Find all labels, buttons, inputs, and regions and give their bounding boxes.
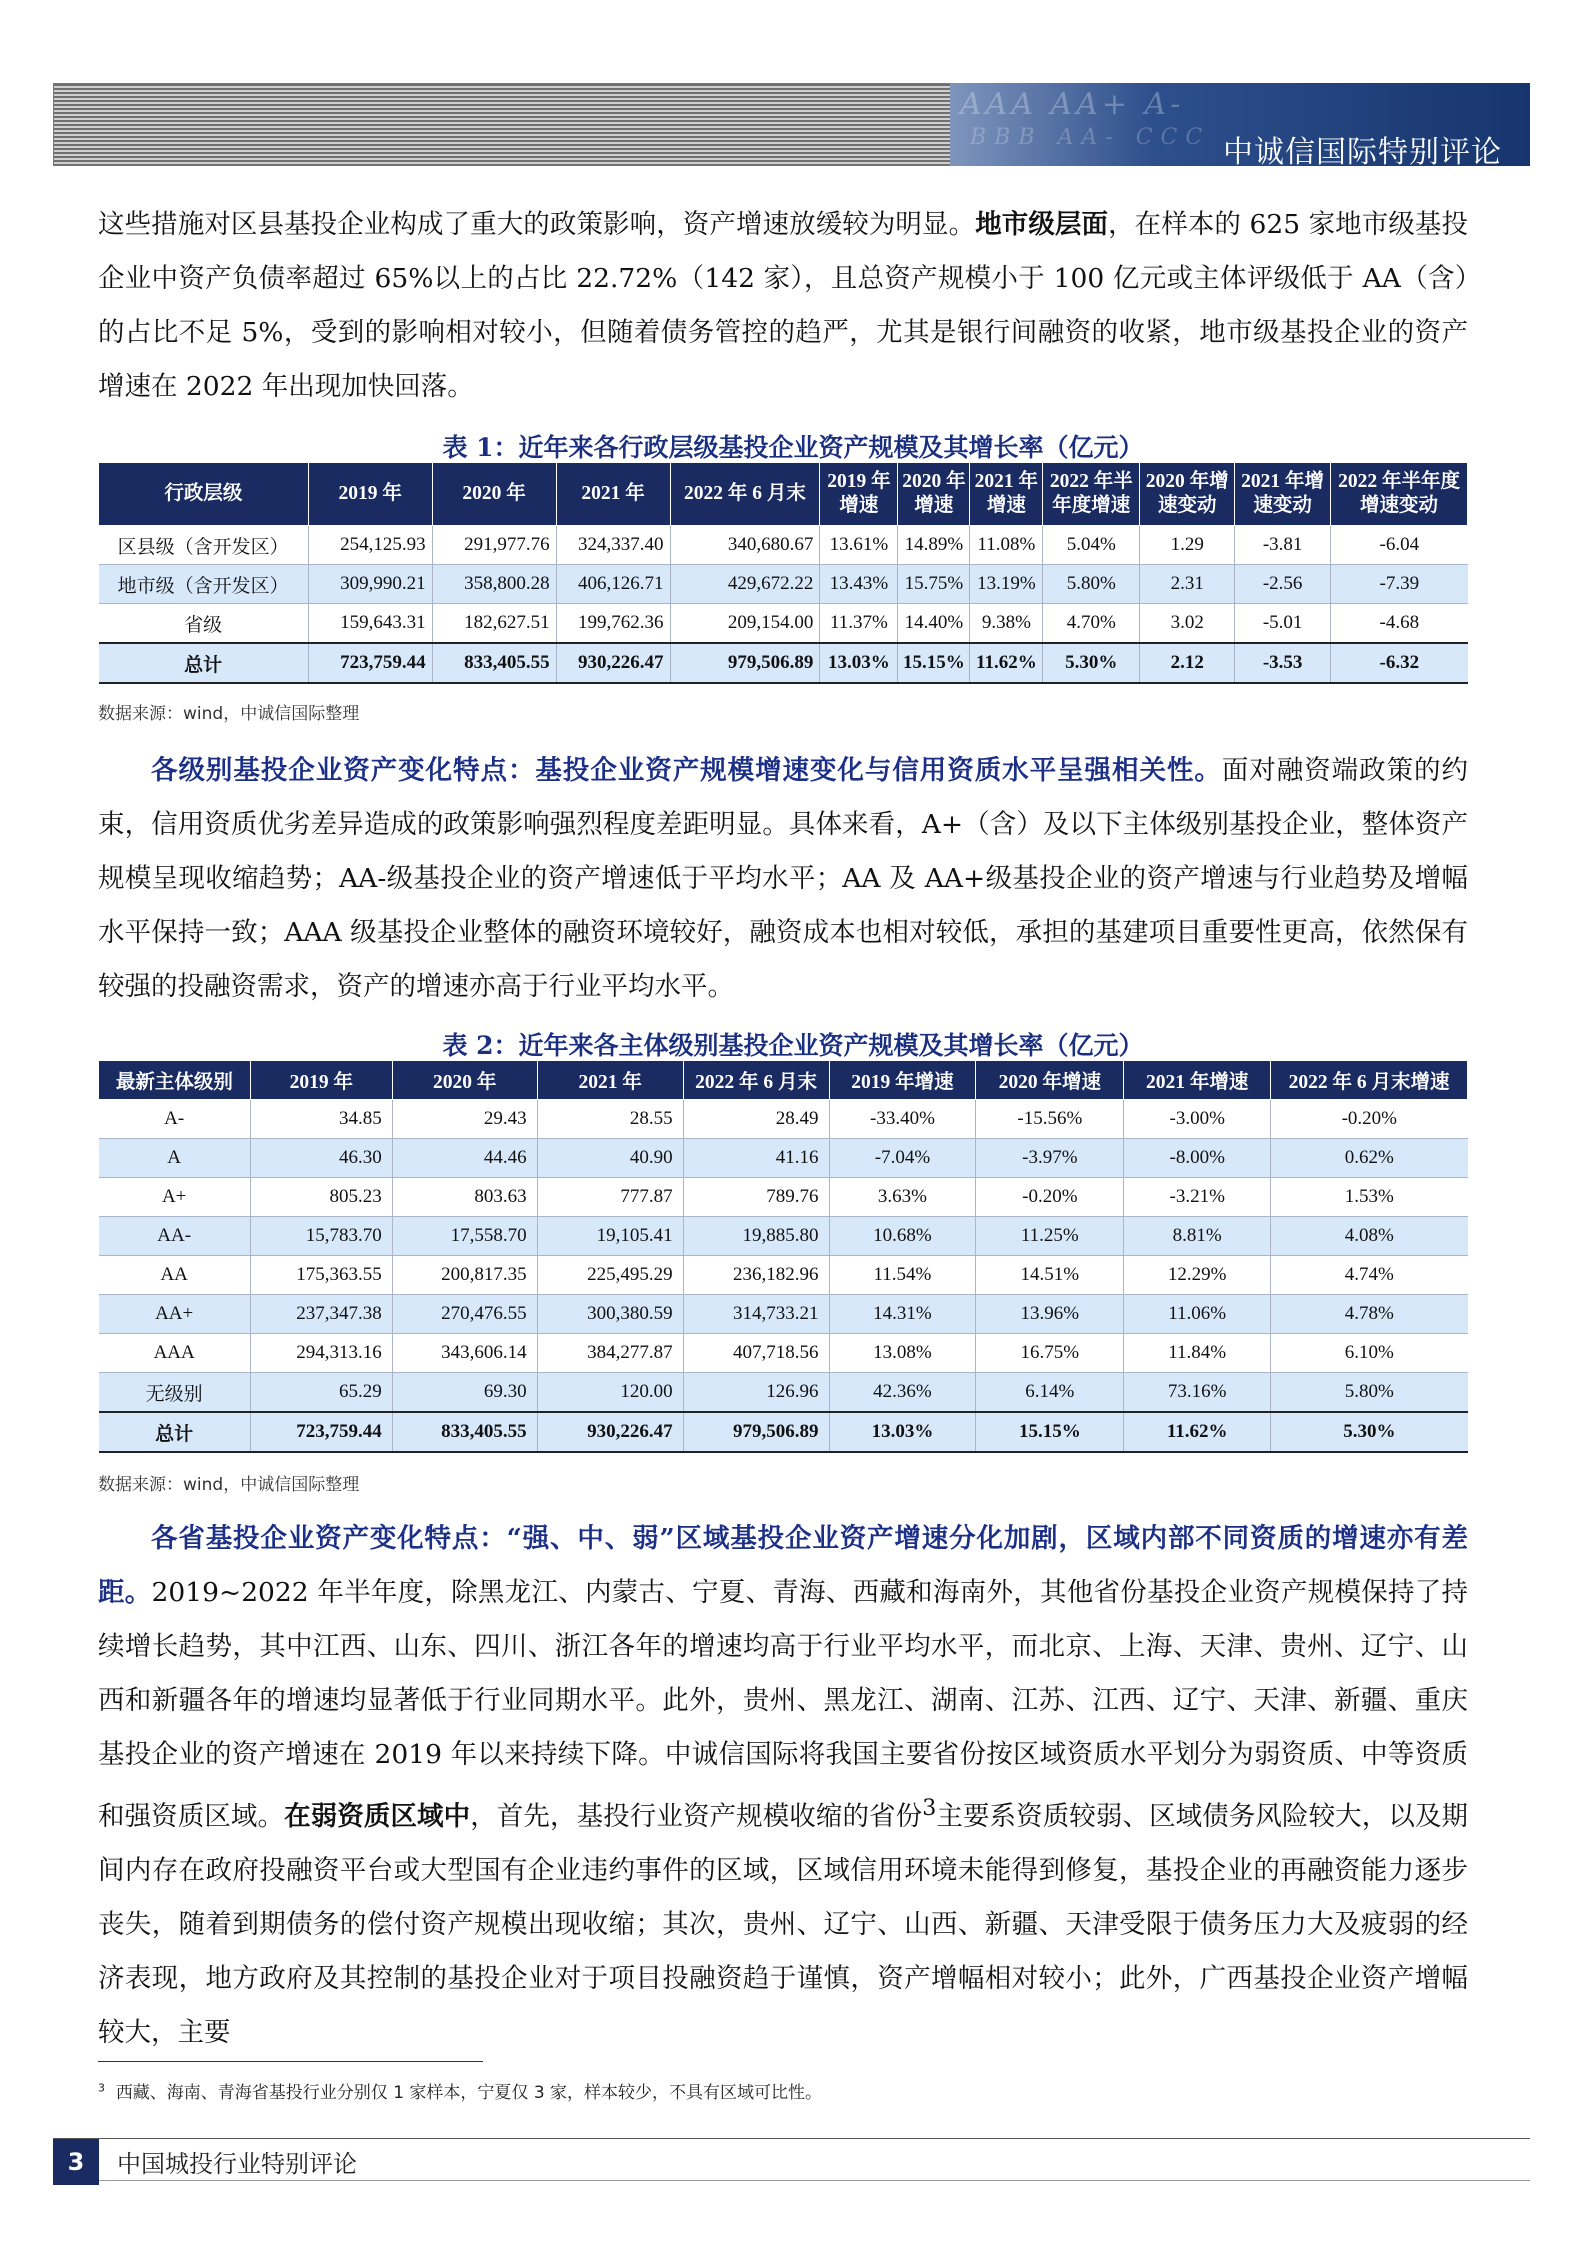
table-cell: 777.87: [537, 1178, 683, 1217]
table-cell: 237,347.38: [250, 1295, 392, 1334]
table-cell: 979,506.89: [670, 643, 820, 683]
para3-text-a: 2019~2022 年半年度，除黑龙江、内蒙古、宁夏、青海、西藏和海南外，其他省份基投企业资产规模保持了持续增长趋势，其中江西、山东、四川、浙江各年的增速均高于行业平均水平，而北京、上海、天津、贵州、辽宁、山西和新疆各年的增速均显著低于行业同期水平。此外，贵州、黑龙江、湖南、江苏、江西、辽宁、天津、新疆、重庆基投企业的资产增速在 2019 年以来持续下降。中诚信国际将我国主要省份按区域资质水平划分为弱资质、中等资质和强资质区域。: [98, 1577, 1469, 1832]
table-cell: 254,125.93: [308, 526, 432, 565]
table-cell: 5.80%: [1271, 1373, 1468, 1413]
table-cell: 5.30%: [1043, 643, 1140, 683]
table-cell: 4.74%: [1271, 1256, 1468, 1295]
table-cell: 4.08%: [1271, 1217, 1468, 1256]
table-cell: 406,126.71: [556, 565, 670, 604]
table-cell: 803.63: [392, 1178, 537, 1217]
table-cell: -6.32: [1331, 643, 1468, 683]
table-cell: 11.62%: [1124, 1412, 1271, 1452]
column-header: 行政层级: [99, 463, 309, 526]
para2-heading: 各级别基投企业资产变化特点：基投企业资产规模增速变化与信用资质水平呈强相关性。: [151, 755, 1222, 786]
column-header: 2022 年 6 月末增速: [1271, 1061, 1468, 1100]
table-cell: 13.19%: [970, 565, 1043, 604]
table-cell: 13.43%: [820, 565, 898, 604]
table-cell: 13.08%: [829, 1334, 976, 1373]
table-cell: -3.21%: [1124, 1178, 1271, 1217]
table-cell: 294,313.16: [250, 1334, 392, 1373]
column-header: 2022 年 6 月末: [670, 463, 820, 526]
column-header: 2021 年增速: [970, 463, 1043, 526]
table-cell: 12.29%: [1124, 1256, 1271, 1295]
row-label: A: [99, 1139, 251, 1178]
row-label: 总计: [99, 1412, 251, 1452]
table-cell: 29.43: [392, 1100, 537, 1139]
table-cell: 44.46: [392, 1139, 537, 1178]
row-label: 区县级（含开发区）: [99, 526, 309, 565]
row-label: A-: [99, 1100, 251, 1139]
table-cell: 340,680.67: [670, 526, 820, 565]
table-cell: -4.68: [1331, 604, 1468, 644]
column-header: 2020 年: [432, 463, 556, 526]
table-row: [99, 1139, 1468, 1178]
table2-source: 数据来源：wind，中诚信国际整理: [98, 1475, 360, 1495]
table-cell: 126.96: [683, 1373, 829, 1413]
para3-text-b: ，首先，基投行业资产规模收缩的省份: [470, 1800, 923, 1832]
table-cell: 3.02: [1140, 604, 1235, 644]
table-cell: 805.23: [250, 1178, 392, 1217]
column-header: 2022 年半年度增速: [1043, 463, 1140, 526]
para2-text: 面对融资端政策的约束，信用资质优劣差异造成的政策影响强烈程度差距明显。具体来看，A+（含）及以下主体级别基投企业，整体资产规模呈现收缩趋势；AA-级基投企业的资产增速低于平均水平；AA 及 AA+级基投企业的资产增速与行业趋势及增幅水平保持一致；AAA 级基投企业整体的融资环境较好，融资成本也相对较低，承担的基建项目重要性更高，依然保有较强的投融资需求，资产的增速亦高于行业平均水平。: [98, 755, 1469, 1002]
table-cell: 1.53%: [1271, 1178, 1468, 1217]
column-header: 2022 年 6 月末: [683, 1061, 829, 1100]
table-cell: 2.12: [1140, 643, 1235, 683]
page-number: 3: [53, 2139, 99, 2185]
table-cell: 19,105.41: [537, 1217, 683, 1256]
table-cell: 6.10%: [1271, 1334, 1468, 1373]
header-decoration: AAA AA+ A-: [960, 87, 1185, 122]
table-cell: 19,885.80: [683, 1217, 829, 1256]
header-title: 中诚信国际特别评论: [1223, 135, 1502, 170]
table-cell: 199,762.36: [556, 604, 670, 644]
table-cell: -3.53: [1235, 643, 1331, 683]
para1-text-b: ，在样本的 625 家地市级基投企业中资产负债率超过 65%以上的占比 22.72%（142 家），且总资产规模小于 100 亿元或主体评级低于 AA（含）的占比不足 5%，受到的影响相对较小，但随着债务管控的趋严，尤其是银行间融资的收紧，地市级基投企业的资产增速在 2022 年出现加快回落。: [98, 209, 1468, 402]
table-row: [99, 565, 1468, 604]
table-cell: 0.62%: [1271, 1139, 1468, 1178]
table-cell: 73.16%: [1124, 1373, 1271, 1413]
table-row: [99, 604, 1468, 644]
table-cell: 14.40%: [898, 604, 970, 644]
table-cell: 429,672.22: [670, 565, 820, 604]
table-row: [99, 1412, 1468, 1452]
table-row: [99, 526, 1468, 565]
para1-bold: 地市级层面: [975, 209, 1109, 240]
column-header: 2021 年增速变动: [1235, 463, 1331, 526]
table-cell: 15,783.70: [250, 1217, 392, 1256]
table-cell: 1.29: [1140, 526, 1235, 565]
column-header: 2021 年增速: [1124, 1061, 1271, 1100]
table-cell: 15.75%: [898, 565, 970, 604]
table-cell: -33.40%: [829, 1100, 976, 1139]
row-label: AA-: [99, 1217, 251, 1256]
table-1: [98, 462, 1468, 684]
table-cell: -0.20%: [1271, 1100, 1468, 1139]
header-decoration-2: BBB AA- CCC: [970, 125, 1211, 150]
table-cell: 384,277.87: [537, 1334, 683, 1373]
table-cell: 11.25%: [976, 1217, 1124, 1256]
table-cell: 270,476.55: [392, 1295, 537, 1334]
table-cell: -8.00%: [1124, 1139, 1271, 1178]
column-header: 2019 年: [250, 1061, 392, 1100]
table-cell: 300,380.59: [537, 1295, 683, 1334]
table-cell: 175,363.55: [250, 1256, 392, 1295]
table-cell: 5.04%: [1043, 526, 1140, 565]
table-cell: 2.31: [1140, 565, 1235, 604]
table-cell: -6.04: [1331, 526, 1468, 565]
footer-divider: [53, 2138, 1530, 2139]
footer-title: 中国城投行业特别评论: [117, 2150, 357, 2178]
table-cell: 324,337.40: [556, 526, 670, 565]
table-cell: -5.01: [1235, 604, 1331, 644]
table1-caption: 表 1：近年来各行政层级基投企业资产规模及其增长率（亿元）: [442, 433, 1144, 462]
table-cell: 69.30: [392, 1373, 537, 1413]
table-cell: 159,643.31: [308, 604, 432, 644]
table-cell: 17,558.70: [392, 1217, 537, 1256]
table-cell: 40.90: [537, 1139, 683, 1178]
row-label: 无级别: [99, 1373, 251, 1413]
table-cell: 3.63%: [829, 1178, 976, 1217]
table-cell: 930,226.47: [556, 643, 670, 683]
table2-caption: 表 2：近年来各主体级别基投企业资产规模及其增长率（亿元）: [442, 1031, 1144, 1060]
table-cell: 4.78%: [1271, 1295, 1468, 1334]
column-header: 2022 年半年度增速变动: [1331, 463, 1468, 526]
row-label: 总计: [99, 643, 309, 683]
table-cell: 13.61%: [820, 526, 898, 565]
table-cell: 225,495.29: [537, 1256, 683, 1295]
table-cell: 65.29: [250, 1373, 392, 1413]
paragraph-3: [98, 1512, 1468, 2060]
table-cell: 13.03%: [829, 1412, 976, 1452]
table-cell: 291,977.76: [432, 526, 556, 565]
table-row: [99, 643, 1468, 683]
table-cell: 13.96%: [976, 1295, 1124, 1334]
table-cell: 11.37%: [820, 604, 898, 644]
table-row: [99, 1295, 1468, 1334]
table-row: [99, 1217, 1468, 1256]
table-cell: 42.36%: [829, 1373, 976, 1413]
table-cell: -7.04%: [829, 1139, 976, 1178]
table-cell: 979,506.89: [683, 1412, 829, 1452]
table-cell: 314,733.21: [683, 1295, 829, 1334]
table-cell: -2.56: [1235, 565, 1331, 604]
table-cell: 723,759.44: [308, 643, 432, 683]
table-cell: 13.03%: [820, 643, 898, 683]
table-cell: 34.85: [250, 1100, 392, 1139]
table1-source: 数据来源：wind，中诚信国际整理: [98, 704, 360, 724]
table-row: [99, 1256, 1468, 1295]
row-label: 省级: [99, 604, 309, 644]
column-header: 2019 年: [308, 463, 432, 526]
table-cell: 8.81%: [1124, 1217, 1271, 1256]
footnote-text: 西藏、海南、青海省基投行业分别仅 1 家样本，宁夏仅 3 家，样本较少，不具有区域可比性。: [115, 2083, 823, 2103]
row-label: AA+: [99, 1295, 251, 1334]
table-cell: 15.15%: [898, 643, 970, 683]
table-cell: 407,718.56: [683, 1334, 829, 1373]
column-header: 2019 年增速: [820, 463, 898, 526]
table-cell: -0.20%: [976, 1178, 1124, 1217]
table-cell: 833,405.55: [392, 1412, 537, 1452]
column-header: 2020 年增速: [976, 1061, 1124, 1100]
table-row: [99, 1100, 1468, 1139]
table-cell: 14.51%: [976, 1256, 1124, 1295]
footnote: [98, 2078, 822, 2103]
table-cell: 11.84%: [1124, 1334, 1271, 1373]
table-cell: 11.54%: [829, 1256, 976, 1295]
table-cell: 209,154.00: [670, 604, 820, 644]
row-label: AA: [99, 1256, 251, 1295]
table-cell: -3.97%: [976, 1139, 1124, 1178]
table-cell: 9.38%: [970, 604, 1043, 644]
table-cell: 358,800.28: [432, 565, 556, 604]
paragraph-2: [98, 744, 1468, 1014]
footnote-divider: [98, 2061, 483, 2062]
footnote-number: 3: [98, 2081, 105, 2095]
table-cell: 309,990.21: [308, 565, 432, 604]
table-cell: 236,182.96: [683, 1256, 829, 1295]
table-cell: 14.31%: [829, 1295, 976, 1334]
table-cell: -7.39: [1331, 565, 1468, 604]
table-cell: 41.16: [683, 1139, 829, 1178]
table-cell: 723,759.44: [250, 1412, 392, 1452]
table-cell: 5.80%: [1043, 565, 1140, 604]
table-cell: 46.30: [250, 1139, 392, 1178]
column-header: 最新主体级别: [99, 1061, 251, 1100]
table-2: [98, 1060, 1468, 1453]
table-cell: 11.08%: [970, 526, 1043, 565]
para3-heading: 各省基投企业资产变化特点：“强、中、弱”区域基投企业资产增速分化加剧，区域内部不同资质的增速亦有差距。: [98, 1523, 1468, 1608]
table-cell: 16.75%: [976, 1334, 1124, 1373]
table-cell: -3.00%: [1124, 1100, 1271, 1139]
table-cell: 182,627.51: [432, 604, 556, 644]
table-cell: 930,226.47: [537, 1412, 683, 1452]
column-header: 2020 年增速: [898, 463, 970, 526]
paragraph-1: [98, 198, 1468, 414]
column-header: 2020 年: [392, 1061, 537, 1100]
table-cell: 4.70%: [1043, 604, 1140, 644]
table-row: [99, 1373, 1468, 1413]
table-cell: -3.81: [1235, 526, 1331, 565]
para1-text-a: 这些措施对区县基投企业构成了重大的政策影响，资产增速放缓较为明显。: [98, 209, 976, 240]
table-row: [99, 1334, 1468, 1373]
row-label: AAA: [99, 1334, 251, 1373]
header-banner: [950, 83, 1530, 170]
table-cell: 14.89%: [898, 526, 970, 565]
table-cell: 200,817.35: [392, 1256, 537, 1295]
row-label: A+: [99, 1178, 251, 1217]
table-cell: 343,606.14: [392, 1334, 537, 1373]
table-cell: 833,405.55: [432, 643, 556, 683]
para3-text-c: 主要系资质较弱、区域债务风险较大，以及期间内存在政府投融资平台或大型国有企业违约事件的区域，区域信用环境未能得到修复，基投企业的再融资能力逐步丧失，随着到期债务的偿付资产规模出现收缩；其次，贵州、辽宁、山西、新疆、天津受限于债务压力大及疲弱的经济表现，地方政府及其控制的基投企业对于项目投融资趋于谨慎，资产增幅相对较小；此外，广西基投企业资产增幅较大，主要: [98, 1800, 1469, 2048]
row-label: 地市级（含开发区）: [99, 565, 309, 604]
table-row: [99, 1178, 1468, 1217]
table-cell: 11.62%: [970, 643, 1043, 683]
footer-rule: [99, 2180, 1530, 2181]
table-cell: 789.76: [683, 1178, 829, 1217]
table-cell: 11.06%: [1124, 1295, 1271, 1334]
table-cell: 120.00: [537, 1373, 683, 1413]
para3-bold: 在弱资质区域中: [284, 1800, 471, 1832]
column-header: 2019 年增速: [829, 1061, 976, 1100]
table-cell: 28.49: [683, 1100, 829, 1139]
table-cell: 15.15%: [976, 1412, 1124, 1452]
column-header: 2021 年: [537, 1061, 683, 1100]
table-cell: 10.68%: [829, 1217, 976, 1256]
table-cell: 5.30%: [1271, 1412, 1468, 1452]
column-header: 2020 年增速变动: [1140, 463, 1235, 526]
column-header: 2021 年: [556, 463, 670, 526]
table-cell: 28.55: [537, 1100, 683, 1139]
table-cell: 6.14%: [976, 1373, 1124, 1413]
footnote-ref[interactable]: 3: [922, 1796, 937, 1821]
table-cell: -15.56%: [976, 1100, 1124, 1139]
